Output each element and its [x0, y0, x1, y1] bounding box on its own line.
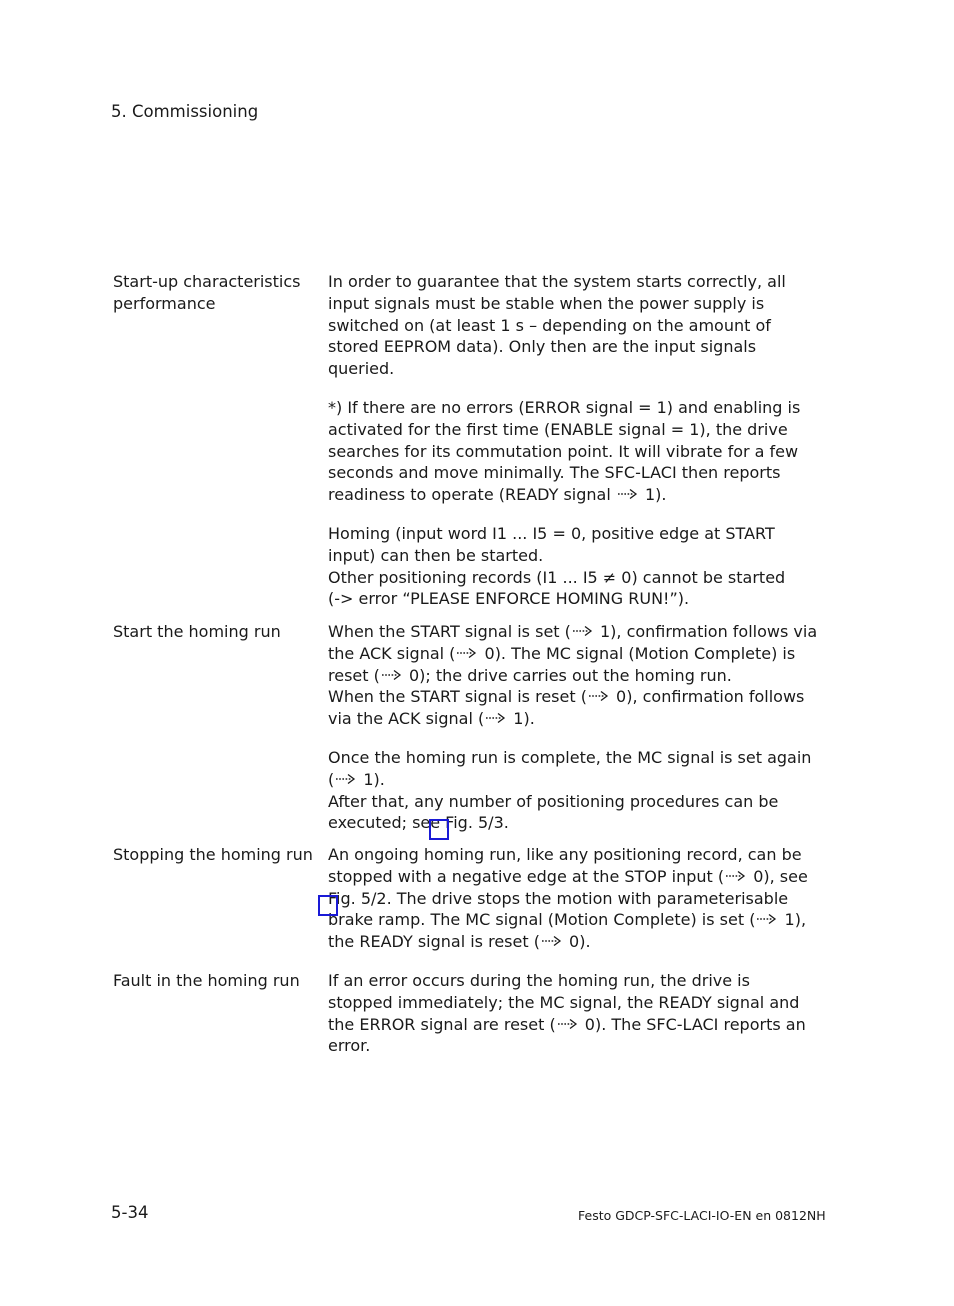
text-line: *) If there are no errors (ERROR signal = 1) and enabling is	[328, 397, 801, 417]
dotted-right-arrow-icon	[588, 689, 610, 703]
section-term	[113, 621, 323, 643]
text-line: Fig. 5/2. The drive stops the motion with parameterisable	[328, 888, 789, 908]
text-line: ( 1).	[328, 769, 385, 789]
figure-link-fig-5-2[interactable]	[318, 895, 338, 916]
paragraph	[328, 621, 818, 730]
dotted-right-arrow-icon	[335, 772, 357, 786]
term-line: Fault in the homing run	[113, 971, 300, 990]
text-line: After that, any number of positioning procedures can be	[328, 791, 779, 811]
term-line: Start-up characteristics	[113, 272, 301, 291]
dotted-right-arrow-icon	[756, 912, 778, 926]
text-line: input) can then be started.	[328, 545, 544, 565]
dotted-right-arrow-icon	[557, 1017, 579, 1031]
text-line: Once the homing run is complete, the MC signal is set again	[328, 747, 812, 767]
term-line: performance	[113, 294, 216, 313]
section-description	[328, 844, 808, 953]
text-line: queried.	[328, 359, 395, 379]
page-number: 5-34	[111, 1203, 149, 1222]
dotted-right-arrow-icon	[617, 487, 639, 501]
chapter-heading: 5. Commissioning	[111, 102, 259, 121]
section-description	[328, 271, 801, 610]
text-line: (-> error “PLEASE ENFORCE HOMING RUN!”).	[328, 589, 690, 609]
section-term	[113, 844, 323, 866]
text-line: In order to guarantee that the system starts correctly, all	[328, 272, 786, 291]
section-term	[113, 970, 323, 992]
dotted-right-arrow-icon	[456, 646, 478, 660]
text-line: reset ( 0); the drive carries out the homing run.	[328, 665, 732, 685]
text-line: Other positioning records (I1 ... I5 ≠ 0) cannot be started	[328, 567, 786, 587]
dotted-right-arrow-icon	[541, 934, 563, 948]
text-line: Homing (input word I1 ... I5 = 0, positive edge at START	[328, 523, 775, 543]
text-line: searches for its commutation point. It will vibrate for a few	[328, 441, 799, 461]
section-description	[328, 621, 818, 834]
paragraph	[328, 970, 806, 1057]
text-line: switched on (at least 1 s – depending on the amount of	[328, 315, 771, 335]
section-term	[113, 271, 323, 315]
term-line: Stopping the homing run	[113, 845, 313, 864]
paragraph	[328, 844, 808, 953]
text-line: input signals must be stable when the power supply is	[328, 293, 765, 313]
text-line: executed; see Fig. 5/3.	[328, 813, 509, 833]
text-line: stopped with a negative edge at the STOP input ( 0), see	[328, 866, 808, 886]
text-line: When the START signal is reset ( 0), confirmation follows	[328, 687, 805, 707]
document-reference: Festo GDCP-SFC-LACI-IO-EN en 0812NH	[578, 1208, 826, 1223]
text-line: the ACK signal ( 0). The MC signal (Motion Complete) is	[328, 643, 796, 663]
paragraph	[328, 397, 801, 506]
text-line: If an error occurs during the homing run, the drive is	[328, 971, 750, 990]
paragraph	[328, 523, 798, 610]
text-line: error.	[328, 1036, 371, 1056]
text-line: the READY signal is reset ( 0).	[328, 932, 591, 952]
text-line: brake ramp. The MC signal (Motion Complete) is set ( 1),	[328, 910, 807, 930]
text-line: activated for the first time (ENABLE signal = 1), the drive	[328, 419, 788, 439]
dotted-right-arrow-icon	[725, 869, 747, 883]
dotted-right-arrow-icon	[572, 624, 594, 638]
paragraph	[328, 747, 812, 834]
term-line: Start the homing run	[113, 622, 281, 641]
text-line: stored EEPROM data). Only then are the input signals	[328, 337, 757, 357]
text-line: When the START signal is set ( 1), confirmation follows via	[328, 622, 818, 641]
text-line: stopped immediately; the MC signal, the READY signal and	[328, 992, 800, 1012]
section-description	[328, 970, 806, 1057]
figure-link-fig-5-3[interactable]	[429, 819, 449, 840]
dotted-right-arrow-icon	[485, 711, 507, 725]
text-line: readiness to operate (READY signal 1).	[328, 485, 667, 505]
dotted-right-arrow-icon	[381, 668, 403, 682]
text-line: seconds and move minimally. The SFC-LACI then reports	[328, 463, 781, 483]
paragraph	[328, 271, 798, 380]
text-line: via the ACK signal ( 1).	[328, 709, 535, 729]
text-line: the ERROR signal are reset ( 0). The SFC-LACI reports an	[328, 1014, 806, 1034]
text-line: An ongoing homing run, like any positioning record, can be	[328, 845, 802, 864]
